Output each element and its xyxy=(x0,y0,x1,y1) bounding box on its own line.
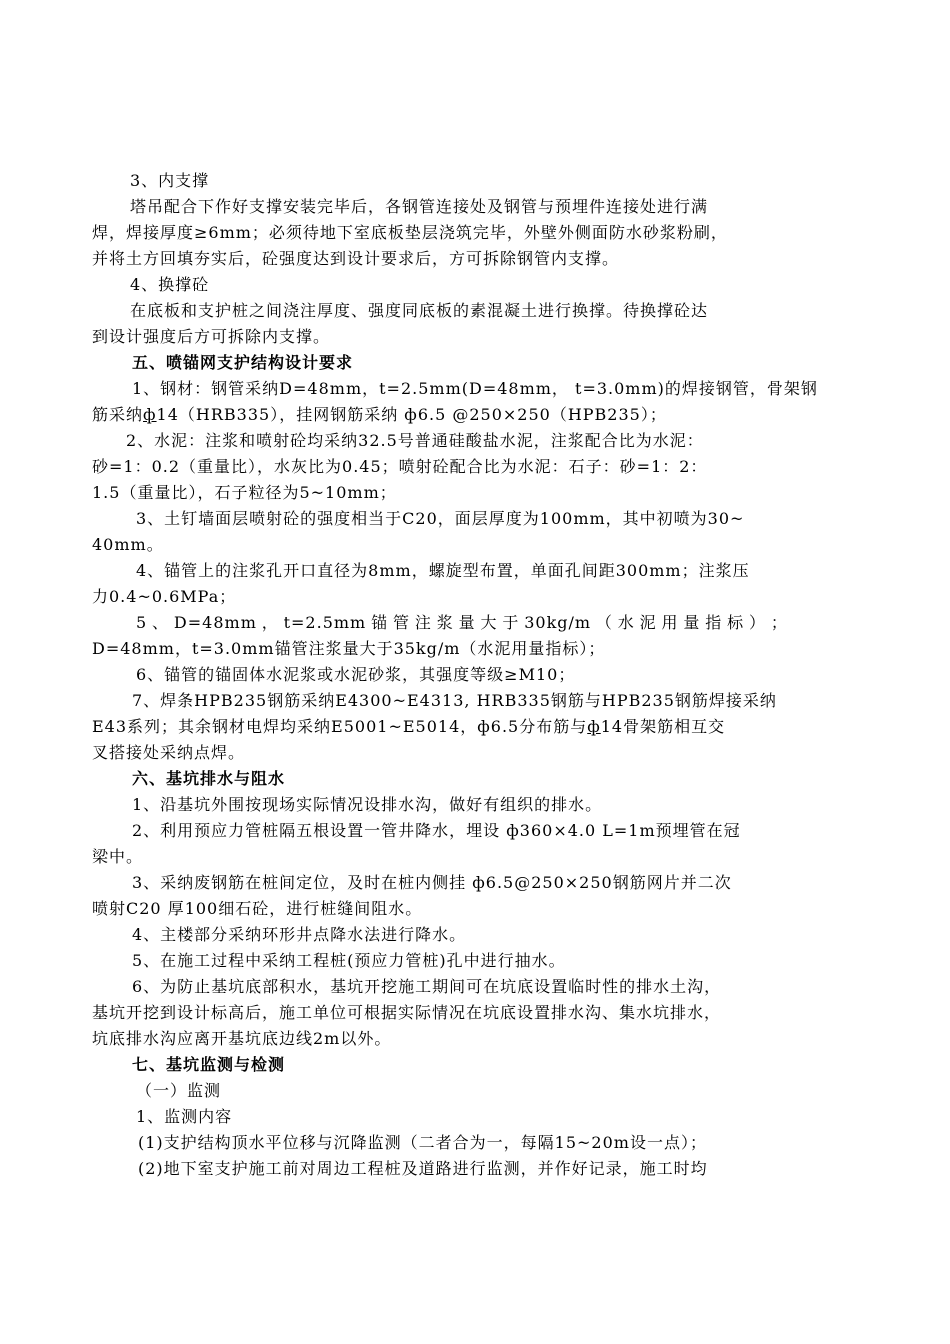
paragraph-line: 2、水泥：注浆和喷射砼均采纳32.5号普通硅酸盐水泥，注浆配合比为水泥： xyxy=(126,431,704,450)
paragraph-line: 6、为防止基坑底部积水，基坑开挖施工期间可在坑底设置临时性的排水土沟， xyxy=(132,977,722,996)
text-run: 注 xyxy=(414,613,432,632)
paragraph-line: 叉搭接处采纳点焊。 xyxy=(92,743,246,762)
text-run: 5 xyxy=(136,613,148,632)
text-run: （ xyxy=(595,613,613,632)
text-run: ； xyxy=(770,613,788,632)
item-4-heading: 4、换撑砼 xyxy=(130,275,210,294)
paragraph-line: 5、在施工过程中采纳工程桩(预应力管桩)孔中进行抽水。 xyxy=(132,951,566,970)
section-heading-6: 六、基坑排水与阻水 xyxy=(132,769,286,788)
paragraph-line: 力0.4~0.6MPa； xyxy=(92,587,237,606)
paragraph-line xyxy=(92,402,667,428)
paragraph-line: 6、锚管的锚固体水泥浆或水泥砂浆，其强度等级≥M10； xyxy=(136,665,576,684)
text-run: D=48mm xyxy=(173,613,257,632)
text-run: 筋采纳 xyxy=(92,405,144,424)
text-run: 、 xyxy=(152,613,170,632)
text-run: 30kg/m xyxy=(524,613,592,632)
justified-paragraph-line xyxy=(136,610,788,636)
paragraph-line: 4、主楼部分采纳环形井点降水法进行降水。 xyxy=(132,925,467,944)
paragraph-line: 1.5（重量比），石子粒径为5~10mm； xyxy=(92,483,397,502)
subsection-heading: （一）监测 xyxy=(136,1081,222,1100)
text-run: 用 xyxy=(661,613,679,632)
text-run: 标 xyxy=(727,613,745,632)
text-run: 14骨架筋相互交 xyxy=(600,717,726,736)
text-run: 大 xyxy=(480,613,498,632)
rebar-symbol: ф xyxy=(587,717,601,736)
text-run: 浆 xyxy=(436,613,454,632)
text-run: 锚 xyxy=(371,613,389,632)
text-run: ） xyxy=(749,613,767,632)
paragraph-line: 焊，焊接厚度≥6mm；必须待地下室底板垫层浇筑完毕，外壁外侧面防水砂浆粉刷， xyxy=(92,223,728,242)
paragraph-line: 梁中。 xyxy=(92,847,144,866)
paragraph-line: 塔吊配合下作好支撑安装完毕后，各钢管连接处及钢管与预埋件连接处进行满 xyxy=(130,197,709,216)
paragraph-line: 在底板和支护桩之间浇注厚度、强度同底板的素混凝土进行换撑。待换撑砼达 xyxy=(130,301,709,320)
paragraph-line: 4、锚管上的注浆孔开口直径为8mm，螺旋型布置，单面孔间距300mm；注浆压 xyxy=(136,561,750,580)
paragraph-line: 2、利用预应力管桩隔五根设置一管井降水，埋设 ф360×4.0 L=1m预埋管在冠 xyxy=(132,821,741,840)
paragraph-line: 坑底排水沟应离开基坑底边线2m以外。 xyxy=(92,1029,392,1048)
text-run: 管 xyxy=(392,613,410,632)
paragraph-line: 1、钢材：钢管采纳D=48mm，t=2.5mm(D=48mm， t=3.0mm)的焊接钢管，骨架钢 xyxy=(132,379,818,398)
paragraph-line: 到设计强度后方可拆除内支撑。 xyxy=(92,327,331,346)
text-run: ， xyxy=(261,613,279,632)
rebar-symbol: ф xyxy=(143,405,157,424)
text-run: t=2.5mm xyxy=(283,613,367,632)
paragraph-line: 7、焊条HPB235钢筋采纳E4300~E4313, HRB335钢筋与HPB235钢筋焊接采纳 xyxy=(132,691,777,710)
item-3-heading: 3、内支撑 xyxy=(130,171,210,190)
text-run: 于 xyxy=(502,613,520,632)
paragraph-line xyxy=(92,714,725,740)
paragraph-line: 1、监测内容 xyxy=(136,1107,233,1126)
text-run: 泥 xyxy=(639,613,657,632)
text-run: 指 xyxy=(705,613,723,632)
paragraph-line: 喷射C20 厚100细石砼，进行桩缝间阻水。 xyxy=(92,899,423,918)
paragraph-line: 3、土钉墙面层喷射砼的强度相当于C20，面层厚度为100mm，其中初喷为30~ xyxy=(136,509,745,528)
text-run: 14（HRB335），挂网钢筋采纳 ф6.5 @250×250（HPB235）； xyxy=(156,405,667,424)
paragraph-line: 基坑开挖到设计标高后，施工单位可根据实际情况在坑底设置排水沟、集水坑排水， xyxy=(92,1003,722,1022)
text-run: 量 xyxy=(683,613,701,632)
paragraph-line: 并将土方回填夯实后，砼强度达到设计要求后，方可拆除钢管内支撑。 xyxy=(92,249,620,268)
paragraph-line: 砂=1：0.2（重量比），水灰比为0.45；喷射砼配合比为水泥：石子：砂=1：2： xyxy=(92,457,708,476)
paragraph-line: 3、采纳废钢筋在桩间定位，及时在桩内侧挂 ф6.5@250×250钢筋网片并二次 xyxy=(132,873,732,892)
text-run: E43系列；其余钢材电焊均采纳E5001~E5014，ф6.5分布筋与 xyxy=(92,717,588,736)
paragraph-line: 40mm。 xyxy=(92,535,164,554)
paragraph-line: (2)地下室支护施工前对周边工程桩及道路进行监测，并作好记录，施工时均 xyxy=(138,1159,708,1178)
text-run: 量 xyxy=(458,613,476,632)
paragraph-line: 1、沿基坑外围按现场实际情况设排水沟，做好有组织的排水。 xyxy=(132,795,603,814)
text-run: 水 xyxy=(617,613,635,632)
paragraph-line: D=48mm，t=3.0mm锚管注浆量大于35kg/m（水泥用量指标）； xyxy=(92,639,606,658)
paragraph-line: (1)支护结构顶水平位移与沉降监测（二者合为一，每隔15~20m设一点）； xyxy=(138,1133,707,1152)
section-heading-5: 五、喷锚网支护结构设计要求 xyxy=(132,353,354,372)
section-heading-7: 七、基坑监测与检测 xyxy=(132,1055,286,1074)
